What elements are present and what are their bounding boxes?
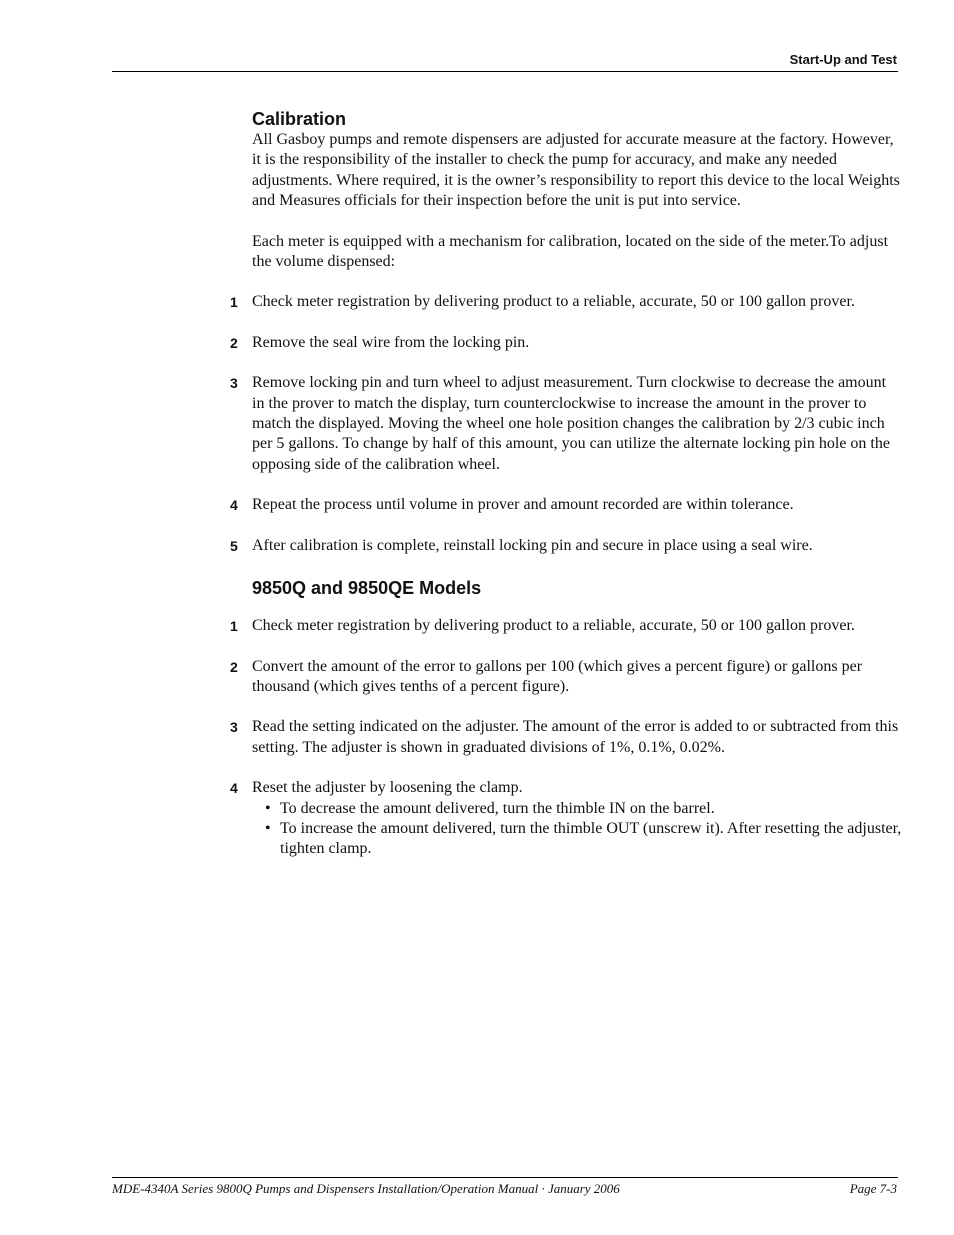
step-text: Check meter registration by delivering product to a reliable, accurate, 50 or 100 gallon prover.: [252, 617, 855, 635]
calibration-step: [230, 495, 902, 515]
step-text: Repeat the process until volume in prover and amount recorded are within tolerance.: [252, 496, 794, 514]
step-number: 5: [230, 537, 238, 554]
footer-rule: [112, 1177, 898, 1178]
step-text: After calibration is complete, reinstall locking pin and secure in place using a seal wire.: [252, 536, 813, 554]
calibration-intro-paragraph: All Gasboy pumps and remote dispensers are adjusted for accurate measure at the factory. However, it is the responsibility of the installer to check the pump for accuracy, and make any needed adjustments. Where required, it is the owner’s responsibility to report this device to the local Weights and Measures officials for their inspection before the unit is put into service.: [252, 131, 900, 210]
bullet-text: To increase the amount delivered, turn the thimble OUT (unscrew it). After resetting the adjuster, tighten clamp.: [280, 819, 902, 858]
section-heading-9850q-models: 9850Q and 9850QE Models: [252, 578, 482, 599]
step-text: Reset the adjuster by loosening the clamp.: [252, 779, 523, 797]
model-step: [230, 616, 902, 636]
header-rule: [112, 71, 898, 72]
page-content: [230, 106, 902, 860]
running-header-title: Start-Up and Test: [789, 52, 897, 67]
calibration-step: [230, 536, 902, 556]
bullet-text: To decrease the amount delivered, turn the thimble IN on the barrel.: [280, 799, 715, 817]
step-text: Read the setting indicated on the adjuster. The amount of the error is added to or subtracted from this setting. The adjuster is shown in graduated divisions of 1%, 0.1%, 0.02%.: [252, 718, 899, 756]
calibration-step: [230, 292, 902, 312]
bullet-dot: •: [265, 819, 271, 837]
bullet-item: [252, 819, 902, 860]
step-text: Convert the amount of the error to gallons per 100 (which gives a percent figure) or gallons per thousand (which gives tenths of a percent figure).: [252, 657, 863, 695]
model-step: [230, 778, 902, 860]
step-number: 4: [230, 497, 238, 514]
bullet-dot: •: [265, 799, 271, 817]
calibration-mechanism-paragraph: Each meter is equipped with a mechanism for calibration, located on the side of the meter.To adjust the volume dispensed:: [252, 232, 889, 271]
step-text: Remove the seal wire from the locking pin.: [252, 333, 530, 351]
step-number: 3: [230, 375, 238, 392]
bullet-item: [252, 799, 902, 819]
step-text: Check meter registration by delivering product to a reliable, accurate, 50 or 100 gallon prover.: [252, 293, 855, 311]
step-number: 4: [230, 780, 238, 797]
step-number: 3: [230, 719, 238, 736]
calibration-step: [230, 333, 902, 353]
section-heading-calibration: Calibration: [252, 109, 347, 129]
step-number: 1: [230, 294, 238, 311]
step-number: 2: [230, 334, 238, 351]
model-step: [230, 717, 902, 758]
calibration-step: [230, 373, 902, 475]
step-number: 2: [230, 658, 238, 675]
bullet-list: [252, 799, 902, 860]
footer-document-title: MDE-4340A Series 9800Q Pumps and Dispensers Installation/Operation Manual · January 2006: [112, 1181, 620, 1196]
step-text: Remove locking pin and turn wheel to adjust measurement. Turn clockwise to decrease the amount in the prover to match the display, turn counterclockwise to increase the amount in the prover to match the displayed. Moving the wheel one hole position changes the calibration by 2/3 cubic inch per 5 gallons. To change by half of this amount, you can utilize the alternate locking pin hole on the opposing side of the calibration wheel.: [252, 374, 890, 473]
step-number: 1: [230, 618, 238, 635]
footer-page-number: Page 7-3: [849, 1181, 897, 1196]
model-step: [230, 657, 902, 698]
